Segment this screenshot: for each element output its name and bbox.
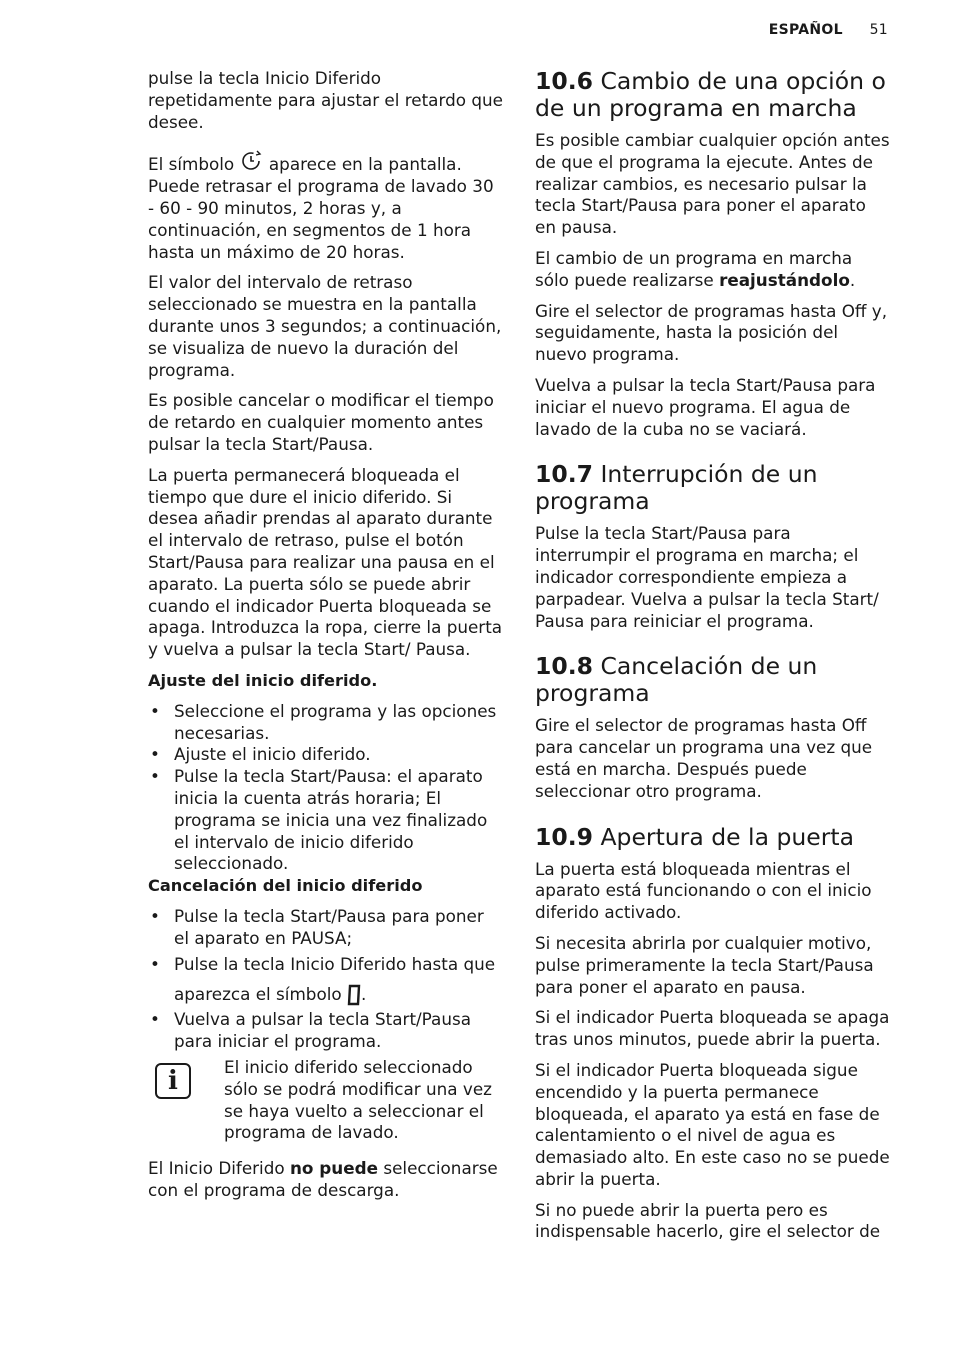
page-number: 51: [869, 22, 888, 38]
section-heading-10-9: 10.9 Apertura de la puerta: [535, 822, 854, 851]
paragraph: El valor del intervalo de retraso seleccionado se muestra en la pantalla durante unos 3 segundos; a continuación, se visualiza de nuevo la duración del programa.: [148, 272, 502, 380]
cancel-list: [148, 906, 504, 1053]
paragraph: La puerta está bloqueada mientras el aparato está funcionando o con el inicio diferido activado.: [535, 858, 872, 923]
paragraph: Si el indicador Puerta bloqueada se apaga tras unos minutos, puede abrir la puerta.: [535, 1007, 890, 1050]
paragraph: La puerta permanecerá bloqueada el tiempo que dure el inicio diferido. Si desea añadir prendas al aparato durante el intervalo de retraso, pulse el botón Start/Pausa para realizar una pausa en el aparato. La puerta sólo se puede abrir cuando el indicador Puerta bloqueada se apaga. Introduzca la ropa, cierre la puerta y vuelva a pulsar la tecla Start/ Pausa.: [148, 464, 503, 660]
list-item: • Ajuste el inicio diferido.: [148, 744, 504, 766]
paragraph: El cambio de un programa en marcha sólo puede realizarse reajustándolo.: [535, 247, 856, 290]
section-heading-10-7: 10.7 Interrupción de un programa: [535, 460, 818, 516]
paragraph: Vuelva a pulsar la tecla Start/Pausa para iniciar el nuevo programa. El agua de lavado de la cuba no se vaciará.: [535, 374, 876, 439]
paragraph: Si no puede abrir la puerta pero es indispensable hacerlo, gire el selector de: [535, 1199, 881, 1242]
list-item: • Vuelva a pulsar la tecla Start/Pausa para iniciar el programa.: [148, 1009, 504, 1053]
paragraph: Gire el selector de programas hasta Off para cancelar un programa una vez que está en marcha. Después puede seleccionar otro programa.: [535, 715, 873, 801]
list-item-symbol: • Pulse la tecla Inicio Diferido hasta que aparezca el símbolo .: [148, 949, 504, 1009]
section-heading-10-8: 10.8 Cancelación de un programa: [535, 652, 818, 708]
paragraph: Si necesita abrirla por cualquier motivo, pulse primeramente la tecla Start/Pausa para poner el aparato en pausa.: [535, 932, 874, 997]
paragraph: Pulse la tecla Start/Pausa para interrumpir el programa en marcha; el indicador correspondiente empieza a parpadear. Vuelva a pulsar la tecla Start/ Pausa para reiniciar el programa.: [535, 523, 879, 631]
paragraph: Si el indicador Puerta bloqueada sigue encendido y la puerta permanece bloqueada, el aparato ya está en fase de calentamiento o el nivel de agua es demasiado alto. En este caso no se puede abrir la puerta.: [535, 1059, 890, 1189]
info-icon: i: [155, 1063, 191, 1099]
language-label: ESPAÑOL: [768, 22, 843, 38]
list-item: • Seleccione el programa y las opciones necesarias.: [148, 701, 504, 745]
paragraph: Gire el selector de programas hasta Off y, seguidamente, hasta la posición del nuevo programa.: [535, 300, 888, 365]
delay-clock-icon: [240, 148, 264, 172]
paragraph: Es posible cambiar cualquier opción antes de que el programa la ejecute. Antes de realizar cambios, es necesario pulsar la tecla Start/Pausa para poner el aparato en pausa.: [535, 130, 890, 238]
ajuste-list: [148, 701, 504, 875]
left-column: [148, 68, 504, 1211]
info-note: [148, 1057, 504, 1144]
note-text: El inicio diferido seleccionado sólo se podrá modificar una vez se haya vuelto a seleccionar el programa de lavado.: [224, 1057, 492, 1143]
list-item: • Pulse la tecla Start/Pausa: el aparato inicia la cuenta atrás horaria; El programa se inicia una vez finalizado el intervalo de inicio diferido seleccionado.: [148, 766, 504, 875]
page-header: [769, 22, 888, 38]
paragraph: El Inicio Diferido no puede seleccionarse con el programa de descarga.: [148, 1158, 498, 1201]
list-item: • Pulse la tecla Start/Pausa para poner el aparato en PAUSA;: [148, 906, 504, 950]
right-column: [535, 68, 890, 1252]
subheading-ajuste: Ajuste del inicio diferido.: [148, 670, 378, 690]
paragraph: pulse la tecla Inicio Diferido repetidamente para ajustar el retardo que desee.: [148, 68, 503, 132]
zero-symbol-icon: [347, 984, 361, 1006]
paragraph-delay-symbol: El símbolo aparece en la pantalla. Puede retrasar el programa de lavado 30 - 60 - 90 minutos, 2 horas y, a continuación, en segmentos de 1 hora hasta un máximo de 20 horas.: [148, 154, 504, 263]
paragraph: Es posible cancelar o modificar el tiempo de retardo en cualquier momento antes pulsar la tecla Start/Pausa.: [148, 390, 494, 454]
section-heading-10-6: 10.6 Cambio de una opción o de un programa en marcha: [535, 67, 886, 122]
subheading-cancelacion: Cancelación del inicio diferido: [148, 876, 423, 896]
